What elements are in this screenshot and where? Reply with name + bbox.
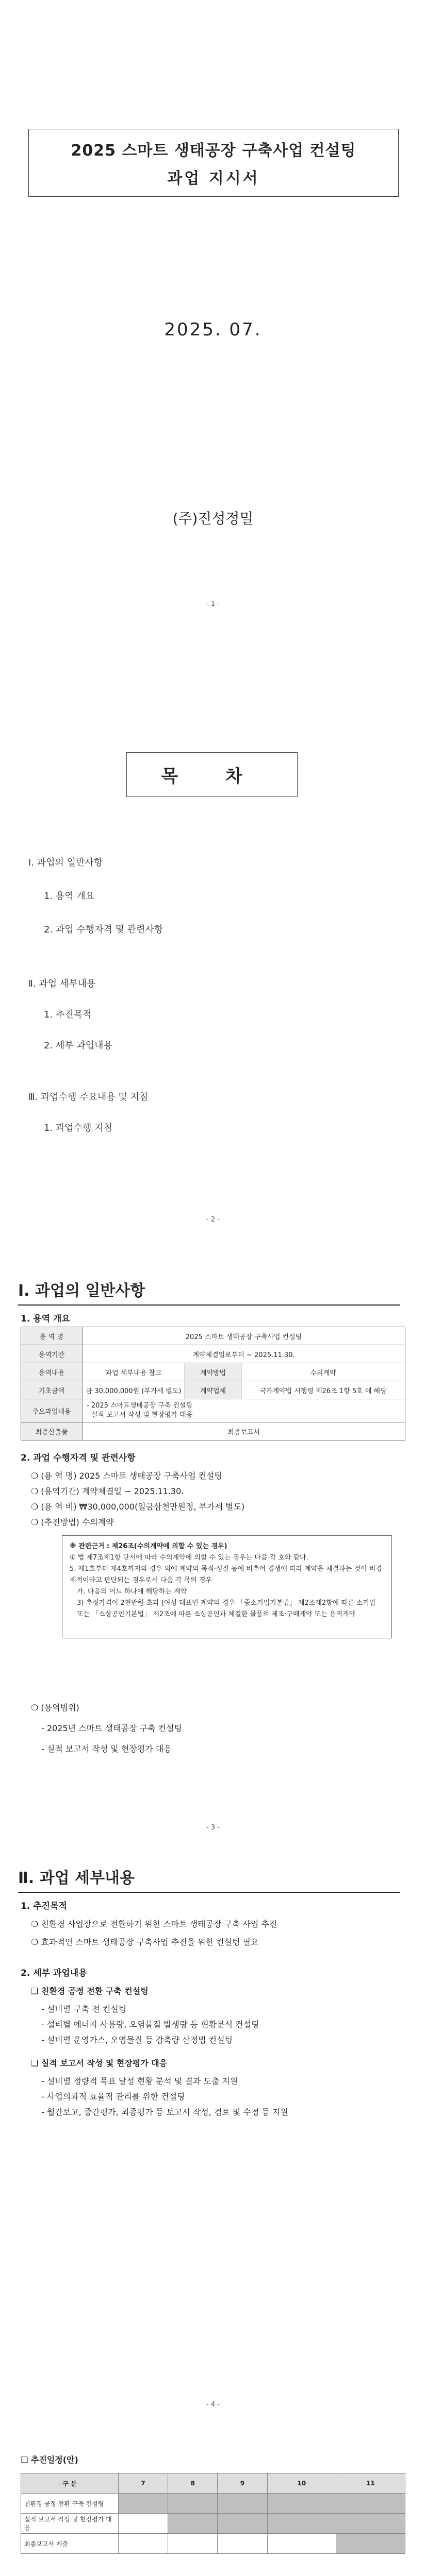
- table-cell: 용역내용: [21, 1363, 83, 1381]
- task-item: - 설비별 에너지 사용량, 오염물질 발생량 등 현황분석 컨설팅: [41, 2020, 259, 2029]
- table-cell: 2025 스마트 생태공장 구축사업 컨설팅: [83, 1327, 405, 1345]
- table-cell: 계약체결일로부터 ~ 2025.11.30.: [83, 1345, 405, 1363]
- table-row: [21, 1327, 405, 1345]
- toc-item: 2. 과업 수행자격 및 관련사항: [44, 924, 163, 935]
- month-header: 11: [336, 2473, 405, 2494]
- schedule-table: [21, 2473, 405, 2554]
- note-line: 가. 다음의 어느 하나에 해당하는 계약: [77, 1588, 187, 1596]
- month-header: 9: [218, 2473, 267, 2494]
- table-cell: 계약업체: [185, 1381, 241, 1399]
- legal-note-box: [62, 1535, 392, 1638]
- info-item: ❍ (용역기간) 계약체결일 ~ 2025.11.30.: [31, 1486, 184, 1496]
- toc-item: 1. 용역 개요: [44, 891, 95, 902]
- schedule-cell: [218, 2534, 267, 2554]
- table-header: 구 분: [21, 2473, 119, 2494]
- table-cell: 주요과업내용: [21, 1399, 83, 1422]
- cover-title-line2: 과업 지시서: [167, 170, 260, 188]
- schedule-cell: [119, 2534, 168, 2554]
- schedule-cell: [168, 2494, 218, 2514]
- table-row: [21, 1422, 405, 1440]
- note-line: 3) 추정가격이 2천만원 초과 (여성 대표인 계약의 경우 「중소기업기본법」 제2조제2항에 따른 소기업 또는 「소상공인기본법」 제2조에 따른 소상공인과 체결한 물품의 제조·구매계약 또는 용역계약: [77, 1599, 376, 1618]
- table-row: [21, 2473, 405, 2494]
- scope-item: - 실적 보고서 작성 및 현장평가 대응: [41, 1744, 172, 1754]
- toc-item: 2. 세부 과업내용: [44, 1040, 112, 1051]
- schedule-cell: [336, 2534, 405, 2554]
- scope-item: - 2025년 스마트 생태공장 구축 컨설팅: [41, 1723, 182, 1733]
- purpose-item: ❍ 효과적인 스마트 생태공장 구축사업 추진을 위한 컨설팅 필요: [31, 1937, 259, 1947]
- section-heading: Ⅰ. 과업의 일반사항: [18, 1278, 400, 1306]
- row-label: 친환경 공정 전환 구축 컨설팅: [21, 2494, 119, 2514]
- schedule-cell: [336, 2494, 405, 2514]
- page-number: - 1 -: [206, 600, 220, 608]
- cover-title-line1: 2025 스마트 생태공장 구축사업 컨설팅: [71, 142, 356, 160]
- table-cell: [83, 1399, 405, 1422]
- page-number: - 4 -: [206, 2401, 220, 2409]
- section-heading: Ⅱ. 과업 세부내용: [18, 1865, 400, 1893]
- note-title: ※ 관련근거 : 제26조(수의계약에 의할 수 있는 경우): [70, 1543, 227, 1550]
- table-row: [21, 1381, 405, 1399]
- table-cell: 최종산출물: [21, 1422, 83, 1440]
- schedule-title: ❑ 추진일정(안): [21, 2455, 78, 2465]
- task-title: ❑ 실적 보고서 작성 및 현장평가 대응: [31, 2058, 168, 2068]
- task-title: ❑ 친환경 공정 전환 구축 컨설팅: [31, 1986, 149, 1996]
- toc-item: Ⅱ. 과업 세부내용: [28, 978, 96, 989]
- info-item: ❍ (용 역 명) 2025 스마트 생태공장 구축사업 컨설팅: [31, 1471, 222, 1481]
- table-cell: 용역기간: [21, 1345, 83, 1363]
- page-number: - 2 -: [206, 1216, 220, 1224]
- toc-item: Ⅰ. 과업의 일반사항: [28, 857, 103, 868]
- table-row: [21, 2534, 405, 2554]
- schedule-cell: [168, 2534, 218, 2554]
- table-row: [21, 1363, 405, 1381]
- month-header: 8: [168, 2473, 218, 2494]
- toc-item: 1. 과업수행 지침: [44, 1123, 112, 1133]
- purpose-item: ❍ 친환경 사업장으로 전환하기 위한 스마트 생태공장 구축 사업 추진: [31, 1919, 277, 1929]
- page-number: - 3 -: [206, 1824, 220, 1832]
- toc-item: 1. 추진목적: [44, 1009, 92, 1020]
- schedule-cell: [218, 2514, 267, 2534]
- note-line: 5. 제1호부터 제4호까지의 경우 외에 계약의 목적·성질 등에 비추어 경쟁에 따라 계약을 체결하는 것이 비경제적이라고 판단되는 경우로서 다음 각 목의 경우: [70, 1565, 382, 1584]
- table-row: [21, 1345, 405, 1363]
- table-row: [21, 2514, 405, 2534]
- schedule-cell: [267, 2534, 336, 2554]
- task-line: - 2025 스마트생태공장 구축 컨설팅: [87, 1402, 193, 1410]
- table-cell: 과업 세부내용 참고: [83, 1363, 185, 1381]
- info-item: ❍ (용 역 비) ₩30,000,000(일금삼천만원정, 부가세 별도): [31, 1502, 245, 1512]
- sub-heading: 1. 추진목적: [21, 1901, 67, 1911]
- schedule-cell: [119, 2494, 168, 2514]
- sub-heading: 1. 용역 개요: [21, 1314, 70, 1324]
- table-row: [21, 1399, 405, 1422]
- row-label: 최종보고서 제출: [21, 2534, 119, 2554]
- table-cell: 금 30,000,000원 (부가세 별도): [83, 1381, 185, 1399]
- table-cell: 용 역 명: [21, 1327, 83, 1345]
- schedule-cell: [267, 2494, 336, 2514]
- task-item: - 월간보고, 중간평가, 최종평가 등 보고서 작성, 검토 및 수정 등 지원: [41, 2107, 288, 2117]
- scope-title: ❍ (용역범위): [31, 1703, 79, 1713]
- info-item: ❍ (추진방법) 수의계약: [31, 1517, 114, 1527]
- sub-heading: 2. 과업 수행자격 및 관련사항: [21, 1453, 136, 1463]
- schedule-cell: [168, 2514, 218, 2534]
- toc-item: Ⅲ. 과업수행 주요내용 및 지침: [28, 1092, 149, 1103]
- schedule-cell: [267, 2514, 336, 2534]
- table-cell: 국가계약법 시행령 제26조 1항 5호 에 해당: [241, 1381, 405, 1399]
- table-row: [21, 2494, 405, 2514]
- month-header: 10: [267, 2473, 336, 2494]
- schedule-cell: [336, 2514, 405, 2534]
- month-header: 7: [119, 2473, 168, 2494]
- row-label: 실적 보고서 작성 및 현장평가 대응: [21, 2514, 119, 2534]
- schedule-cell: [218, 2494, 267, 2514]
- overview-table: [21, 1327, 405, 1440]
- table-cell: 계약방법: [185, 1363, 241, 1381]
- cover-company: (주)진성정밀: [172, 510, 254, 527]
- note-line: ① 법 제7조제1항 단서에 따라 수의계약에 의할 수 있는 경우는 다음 각 호와 같다.: [70, 1554, 308, 1562]
- sub-heading: 2. 세부 과업내용: [21, 1968, 87, 1978]
- task-item: - 설비별 운영가스, 오염물질 등 감축량 산정법 컨설팅: [41, 2035, 233, 2045]
- toc-title: 목 차: [126, 752, 298, 797]
- task-item: - 설비별 구축 전 컨설팅: [41, 2004, 127, 2014]
- task-line: - 실적 보고서 작성 및 현장평가 대응: [87, 1411, 193, 1419]
- cover-date: 2025. 07.: [164, 319, 262, 340]
- table-cell: 기초금액: [21, 1381, 83, 1399]
- schedule-cell: [119, 2514, 168, 2534]
- table-cell: 수의계약: [241, 1363, 405, 1381]
- task-item: - 사업의과적 효율적 관리를 위한 컨설팅: [41, 2092, 185, 2102]
- table-cell: 최종보고서: [83, 1422, 405, 1440]
- task-item: - 설비별 정량적 목표 달성 현황 분석 및 결과 도출 지원: [41, 2076, 238, 2086]
- cover-title-box: [28, 129, 399, 197]
